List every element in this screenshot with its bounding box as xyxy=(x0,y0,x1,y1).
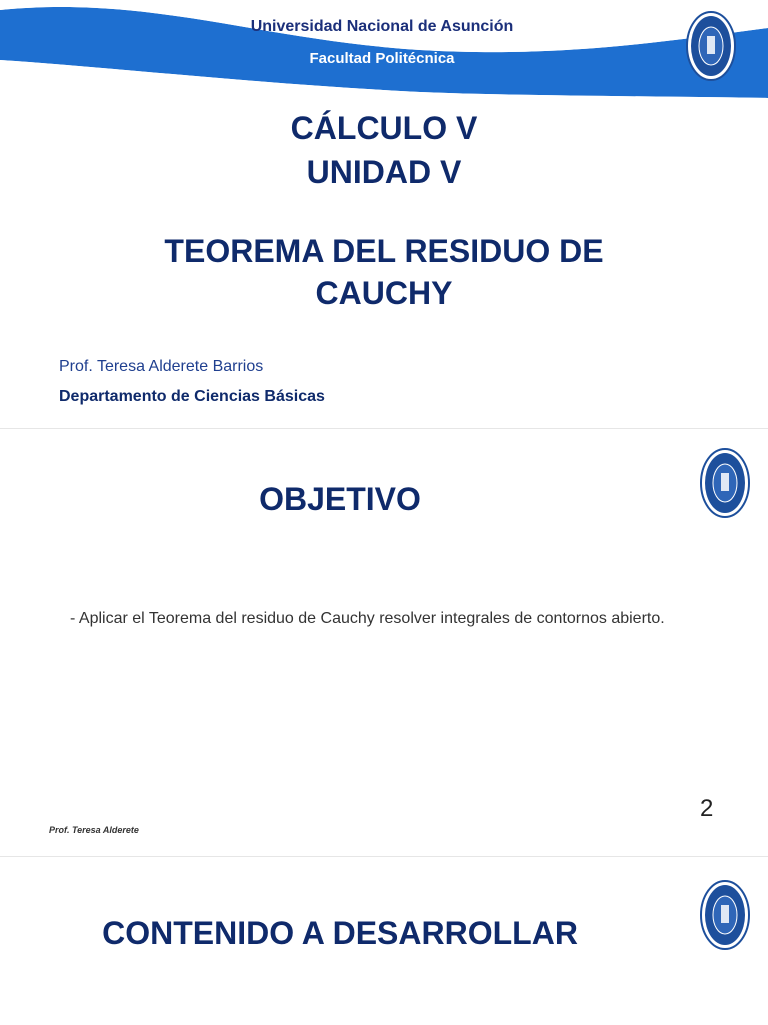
topic-line-1: TEOREMA DEL RESIDUO DE xyxy=(164,233,604,269)
course-title xyxy=(0,106,768,194)
department-name: Departamento de Ciencias Básicas xyxy=(59,388,325,405)
title-slide xyxy=(0,0,768,428)
university-seal-icon xyxy=(699,879,751,951)
slide-footer: Prof. Teresa Alderete xyxy=(49,825,139,835)
course-line: CÁLCULO V xyxy=(290,110,478,146)
university-seal-icon xyxy=(699,447,751,519)
objective-slide xyxy=(0,428,768,857)
university-name: Universidad Nacional de Asunción xyxy=(250,18,514,35)
content-slide xyxy=(0,856,768,1025)
page-number: 2 xyxy=(700,795,714,822)
unit-line: UNIDAD V xyxy=(306,154,462,190)
objective-heading: OBJETIVO xyxy=(259,481,421,517)
topic-line-2: CAUCHY xyxy=(315,275,453,311)
faculty-name: Facultad Politécnica xyxy=(309,50,455,67)
objective-text: - Aplicar el Teorema del residuo de Cauchy resolver integrales de contornos abierto. xyxy=(70,610,665,627)
professor-name: Prof. Teresa Alderete Barrios xyxy=(59,358,264,375)
content-heading: CONTENIDO A DESARROLLAR xyxy=(102,915,578,951)
university-seal-icon xyxy=(685,10,737,82)
topic-title xyxy=(0,230,768,314)
